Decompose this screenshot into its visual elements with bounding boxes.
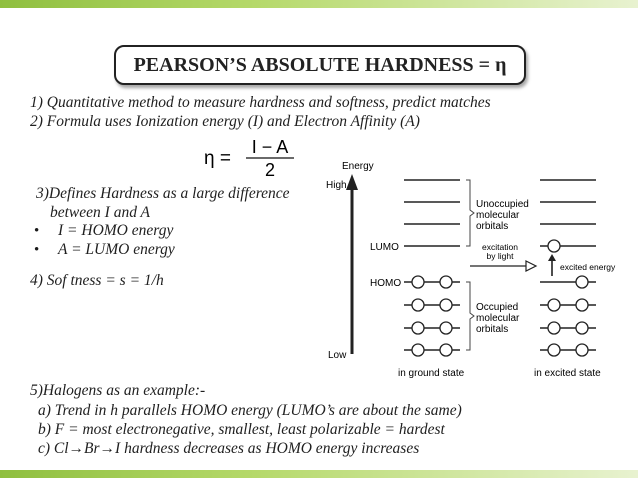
point-2: 2) Formula uses Ionization energy (I) and Electron Affinity (A) <box>30 113 420 130</box>
unoccupied-label-line3: orbitals <box>476 221 509 232</box>
occupied-label-line1: Occupied <box>476 302 519 313</box>
top-accent-bar <box>0 0 638 8</box>
occupied-brace <box>466 282 474 350</box>
unoccupied-label-line1: Unoccupied <box>476 199 529 210</box>
homo-label: HOMO <box>370 278 402 289</box>
bullet-icon: • <box>34 223 40 239</box>
hardness-formula <box>200 136 306 180</box>
point-5: 5)Halogens as an example:- <box>30 382 206 399</box>
point-4: 4) Sof tness = s = 1/h <box>30 272 164 289</box>
excitation-arrow-icon <box>526 261 536 271</box>
formula-lhs: η = <box>204 148 231 169</box>
excited-energy-arrow-icon <box>548 254 556 261</box>
excited-energy-label: excited energy <box>560 262 616 272</box>
energy-arrow-icon <box>346 174 358 190</box>
unoccupied-label-line2: molecular <box>476 210 520 221</box>
occupied-label-line3: orbitals <box>476 324 509 335</box>
occupied-level-excited <box>540 299 596 311</box>
point-5b: b) F = most electronegative, smallest, least polarizable = hardest <box>38 421 445 438</box>
point-1: 1) Quantitative method to measure hardness and softness, predict matches <box>30 94 491 111</box>
excited-state-label: in excited state <box>534 368 601 379</box>
lumo-label: LUMO <box>370 242 399 253</box>
ground-state-label: in ground state <box>398 368 465 379</box>
formula-numerator: I − A <box>251 137 289 157</box>
occupied-level-ground <box>404 322 460 334</box>
homo-level-ground <box>404 276 460 288</box>
unoccupied-brace <box>466 180 474 246</box>
excitation-label-line1: excitation <box>482 242 518 252</box>
homo-level-excited <box>540 276 596 288</box>
point-3-lumo: A = LUMO energy <box>58 241 175 258</box>
occupied-level-excited <box>540 344 596 356</box>
formula-denominator: 2 <box>264 160 276 180</box>
point-3-homo: I = HOMO energy <box>58 222 174 239</box>
bottom-accent-bar <box>0 470 638 478</box>
lumo-level-excited <box>540 240 596 252</box>
point-5c: c) Cl→Br→I hardness decreases as HOMO energy increases <box>38 440 420 457</box>
occupied-level-ground <box>404 299 460 311</box>
point-5a: a) Trend in h parallels HOMO energy (LUMO’s are about the same) <box>38 402 462 419</box>
high-label: High <box>326 180 347 191</box>
bullet-icon: • <box>34 242 40 258</box>
occupied-level-ground <box>404 344 460 356</box>
slide-title: PEARSON’S ABSOLUTE HARDNESS = η <box>114 45 526 85</box>
point-3: 3)Defines Hardness as a large difference <box>36 185 290 202</box>
occupied-level-excited <box>540 322 596 334</box>
orbital-energy-diagram <box>320 150 620 382</box>
low-label: Low <box>328 350 347 361</box>
point-3-continued: between I and A <box>50 204 151 221</box>
excitation-label-line2: by light <box>486 251 514 261</box>
occupied-label-line2: molecular <box>476 313 520 324</box>
energy-axis-label: Energy <box>342 161 374 172</box>
